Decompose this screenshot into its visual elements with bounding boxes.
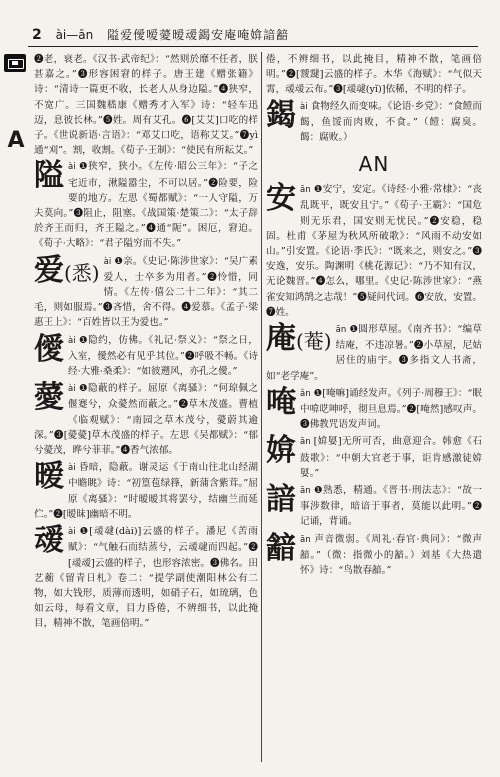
entry-an-om — [266, 386, 482, 434]
headword: 韽 — [266, 530, 296, 566]
book-tab-icon — [4, 54, 26, 72]
entry-text: ❶熟悉，精通。《晋书·刑法志》：“故一事涉数律，暗谙于事者，莫能以此明。”❷记诵，背诵。 — [300, 485, 482, 528]
entry-text: ❶圆形草屋。《南齐书》：“编草结庵，不违凉暑。”❷小草屋，尼姑居住的庙宇。❸多指文人书斋，如“老学庵”。 — [266, 324, 482, 382]
pinyin: ài — [300, 101, 308, 112]
headword: 庵(菴) — [266, 321, 332, 357]
entry-text: ❷老，衰老。《汉书·武帝纪》：“然则於靡不任者，朕甚嘉之。”❸形容困窘的样子。唐王建《赠张籍》诗：“清诗一篇更不收，长老人从身边隘。”❹狭窄，不宽广。三国魏嵇康《赠秀才入军》诗：“轻车迅迈，息彼长林。”❺姓。周有艾孔。❻[艾艾]口吃的样子。《世说新语·言语》：“邓艾口吃，语称艾艾。”❼yì 通“刈”。割，收割。《荀子·王制》：“使民有所耘艾。” — [34, 54, 258, 157]
entry-text: 昏暗，隐蔽。谢灵运《于南山往北山经湖中瞻眺》诗：“初篁苞绿箨，新蒲含紫茸。”屈原《离骚》：“时暧暧其将罢兮，结幽兰而延伫。”❷[暧昧]幽暗不明。 — [34, 462, 258, 520]
entry-ai-dim — [34, 460, 258, 523]
section-label: AN — [358, 152, 390, 177]
entry-ai-love — [34, 254, 258, 332]
pinyin: ài — [68, 463, 76, 474]
headword: 鍻 — [266, 97, 296, 133]
entry-text: ❶隐约，仿佛。《礼记·祭义》：“祭之日，入室，僾然必有见乎其位。”❷呼吸不畅。《诗经·大雅·桑柔》：“如彼遡风，亦孔之僾。” — [68, 334, 258, 378]
right-column — [266, 52, 482, 768]
entry-text: 声音微弱。《周礼·春官·典同》：“微声韽。”（微：指微小的韽。）刘基《大热遣怀》诗：“鸟散春韽。” — [300, 533, 482, 577]
headword: 僾 — [34, 331, 64, 367]
headword-variant: (悉) — [64, 260, 100, 285]
entry-text: ❶狭窄，狭小。《左传·昭公三年》：“子之宅近市，湫隘嚣尘，不可以居。”❷险要，险要的地方。左思《蜀都赋》：“一人守隘，万夫莫向。”❸阻止，阻塞。《战国策·楚策二》：“太子辞於齐王而归，齐王隘之。”❹通“阨”。困厄，窘迫。《荀子·大略》：“君子隘穷而不失。” — [34, 161, 258, 250]
page-header — [32, 26, 472, 46]
pinyin: ǎn — [300, 388, 311, 399]
pinyin: ài — [103, 256, 112, 267]
headword: 薆 — [34, 380, 64, 416]
entry-ai-hidden — [34, 381, 258, 459]
header-rule — [28, 46, 478, 47]
headword: 叆 — [34, 523, 64, 559]
header-head-characters: 隘爱僾嗳薆暧叆鍻安庵唵媕諳韽 — [107, 28, 290, 42]
entry-ai-spoiled — [266, 99, 482, 147]
headword-variant: (菴) — [296, 329, 332, 354]
entry-text: 倦，不辨细书，以此掩目，精神不散，笔画倍明。”❷[靉靆]云盛的样子。木华《海赋》：“气似天霄，叆叆云布。”❸[叆叇(yǐ)]依稀，不明的样子。 — [266, 54, 482, 96]
entry-text: ❶亲。《史记·陈涉世家》：“吴广素爱人，士卒多为用者。”❷怜惜，同情。《左传·僖公二十二年》：“其二毛，则如服焉。”❸吝惜，舍不得。❹爱慕。《孟子·梁惠王上》：“百姓皆以王为爱也。” — [34, 255, 258, 329]
headword: 隘 — [34, 158, 64, 194]
entry-ai-vague — [34, 333, 258, 381]
pinyin: ài — [68, 335, 76, 346]
left-column — [34, 52, 258, 768]
pinyin: ài — [68, 162, 76, 173]
pinyin: ān — [335, 325, 347, 336]
headword: 安 — [266, 181, 296, 217]
entry-text: [媕娿]无所可否，曲意迎合。韩愈《石鼓歌》：“中朝大官老于事，讵肯感激徒媕娿。” — [300, 436, 482, 479]
headword: 諳 — [266, 482, 296, 518]
entry-an-hut — [266, 322, 482, 385]
entry-an-peace — [266, 182, 482, 321]
entry-text: ❶[唵嘛]诵经发声。《列子·周穆王》：“眠中啽呓呻呼，彻旦息焉。”❷[唵然]感叹声。❸佛教咒语发声词。 — [300, 387, 482, 431]
entry-text: ❶隐蔽的样子。屈原《离骚》：“何琼佩之偃蹇兮，众薆然而蔽之。”❷草木茂盛。曹植《临观赋》：“南园之草木茂兮，薆蔚其逾深。”❸[薆薆]草木茂盛的样子。左思《吴都赋》：“郁兮薆茂，晔兮菲菲。”❹香气浓郁。 — [34, 383, 258, 457]
headword: 暧 — [34, 459, 64, 495]
headword: 媕 — [266, 433, 296, 469]
index-tab-letter: A — [7, 128, 25, 153]
pinyin: ān — [300, 185, 311, 196]
entry — [34, 52, 258, 158]
pinyin: ān — [300, 534, 311, 545]
pinyin: ān — [300, 486, 311, 497]
entry-an-indecisive — [266, 434, 482, 482]
entry-text: ❶[叆叇(dài)]云盛的样子。潘尼《苦雨赋》：“气触石而结蒸兮，云叆叇而四起。”❷[叆叆]云盛的样子，也形容浓密。❸佛名。田艺蘅《留青日札》卷二：“提学副使潮阳林公有二物，如大钱形，质薄而透明，如硝子石，如琉璃，色如云母，每看文章，目力昏倦，不辨细书，以此掩目，精神不散，笔画倍明。” — [34, 526, 258, 630]
entry-ai-narrow — [34, 159, 258, 252]
entry-an-faint-sound — [266, 532, 482, 580]
headword: 唵 — [266, 384, 296, 420]
entry-text: 食物经久而变味。《论语·乡党》：“食饐而餲，鱼馁而肉败，不食。”（饐：腐臭。餲：腐败。） — [300, 100, 482, 144]
entry-ai-cloud — [34, 524, 258, 632]
page-number: 2 — [32, 27, 42, 43]
pinyin: ài — [68, 384, 76, 395]
entry — [266, 52, 482, 98]
pinyin: ài — [68, 527, 76, 538]
headword: 爱(悉) — [34, 252, 100, 288]
entry-text: ❶安宁，安定。《诗经·小雅·常棣》：“丧乱既平，既安且宁。”《荀子·王霸》：“国危则无乐君，国安则无忧民。”❷安稳，稳固。杜甫《茅屋为秋风所破歌》：“风雨不动安如山。”引安置。《论语·季氏》：“既来之，则安之。”❸安逸，安乐。陶渊明《桃花源记》：“乃不知有汉，无论魏晋。”❹怎么，哪里。《史记·陈涉世家》：“燕雀安知鸿鹄之志哉！”❺疑问代词。❻安放，安置。❼姓。 — [266, 184, 482, 318]
pinyin: ān — [300, 437, 311, 448]
column-divider — [261, 52, 262, 762]
pinyin-range: ài—ān — [55, 28, 94, 42]
entry-an-familiar — [266, 483, 482, 531]
